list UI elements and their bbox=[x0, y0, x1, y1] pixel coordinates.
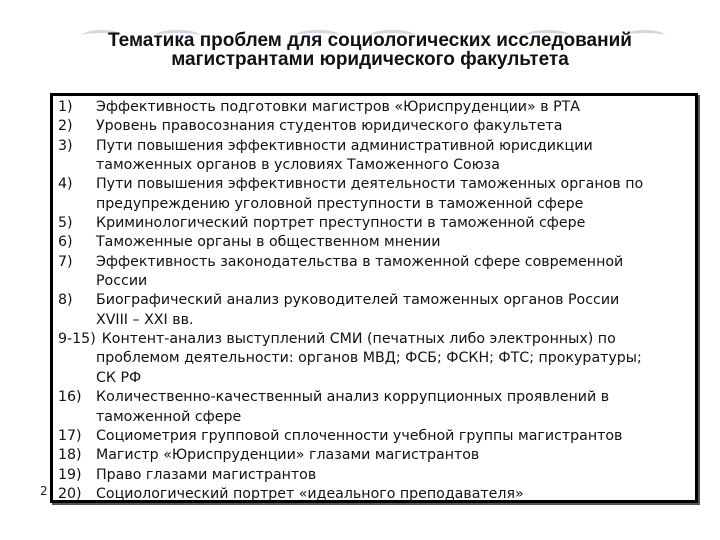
topics-list bbox=[58, 98, 691, 504]
item-text: предупреждению уголовной преступности в таможенной сфере bbox=[96, 195, 584, 212]
item-number: 7) bbox=[58, 253, 73, 270]
item-text: Право глазами магистрантов bbox=[96, 466, 317, 483]
item-number: 4) bbox=[58, 176, 73, 193]
item-number: 8) bbox=[58, 292, 73, 309]
item-number: 3) bbox=[58, 137, 73, 154]
item-number: 2) bbox=[58, 118, 73, 135]
item-number: 6) bbox=[58, 234, 73, 251]
item-text: Уровень правосознания студентов юридического факультета bbox=[96, 118, 563, 135]
list-item bbox=[58, 253, 691, 292]
item-text: таможенных органов в условиях Таможенного Союза bbox=[96, 157, 500, 174]
item-text: СК РФ bbox=[96, 369, 142, 386]
item-text: Пути повышения эффективности деятельности таможенных органов по bbox=[96, 176, 644, 193]
item-text: Контент-анализ выступлений СМИ (печатных либо электронных) по bbox=[101, 331, 616, 348]
list-item bbox=[58, 330, 691, 388]
item-text: таможенной сфере bbox=[96, 408, 242, 425]
list-item bbox=[58, 291, 691, 330]
list-item bbox=[58, 388, 691, 427]
list-item bbox=[58, 466, 691, 485]
item-number: 17) bbox=[58, 427, 82, 444]
item-number: 9-15) bbox=[58, 331, 96, 348]
topics-box bbox=[50, 93, 698, 503]
item-text: Биографический анализ руководителей таможенных органов России bbox=[96, 292, 620, 309]
item-number: 16) bbox=[58, 389, 82, 406]
slide-title: Тематика проблем для социологических исследований магистрантами юридического факультета bbox=[108, 30, 632, 70]
list-item bbox=[58, 98, 691, 117]
item-text: Социологический портрет «идеального преподавателя» bbox=[96, 485, 524, 502]
list-item bbox=[58, 214, 691, 233]
list-item bbox=[58, 175, 691, 214]
list-item bbox=[58, 485, 691, 504]
item-text: Магистр «Юриспруденции» глазами магистрантов bbox=[96, 447, 480, 464]
item-number: 1) bbox=[58, 99, 73, 115]
item-text: Криминологический портрет преступности в таможенной сфере bbox=[96, 215, 586, 232]
item-text: России bbox=[96, 273, 148, 290]
item-text: Социометрия групповой сплоченности учебной группы магистрантов bbox=[96, 427, 623, 444]
page-number: 2 bbox=[40, 484, 48, 498]
item-text: Количественно-качественный анализ коррупционных проявлений в bbox=[96, 389, 610, 406]
list-item bbox=[58, 233, 691, 252]
list-item bbox=[58, 427, 691, 446]
item-text: XVIII – XXI вв. bbox=[96, 311, 194, 328]
item-number: 19) bbox=[58, 466, 82, 483]
list-item bbox=[58, 117, 691, 136]
item-text: проблемом деятельности: органов МВД; ФСБ; ФСКН; ФТС; прокуратуры; bbox=[96, 350, 642, 367]
item-text: Эффективность законодательства в таможенной сфере современной bbox=[96, 253, 624, 270]
item-text: Эффективность подготовки магистров «Юриспруденции» в РТА bbox=[96, 99, 581, 115]
list-item bbox=[58, 137, 691, 176]
item-text: Таможенные органы в общественном мнении bbox=[96, 234, 441, 251]
item-number: 5) bbox=[58, 215, 73, 232]
item-number: 18) bbox=[58, 447, 82, 464]
item-number: 20) bbox=[58, 485, 82, 502]
item-text: Пути повышения эффективности административной юрисдикции bbox=[96, 137, 593, 154]
list-item bbox=[58, 446, 691, 465]
